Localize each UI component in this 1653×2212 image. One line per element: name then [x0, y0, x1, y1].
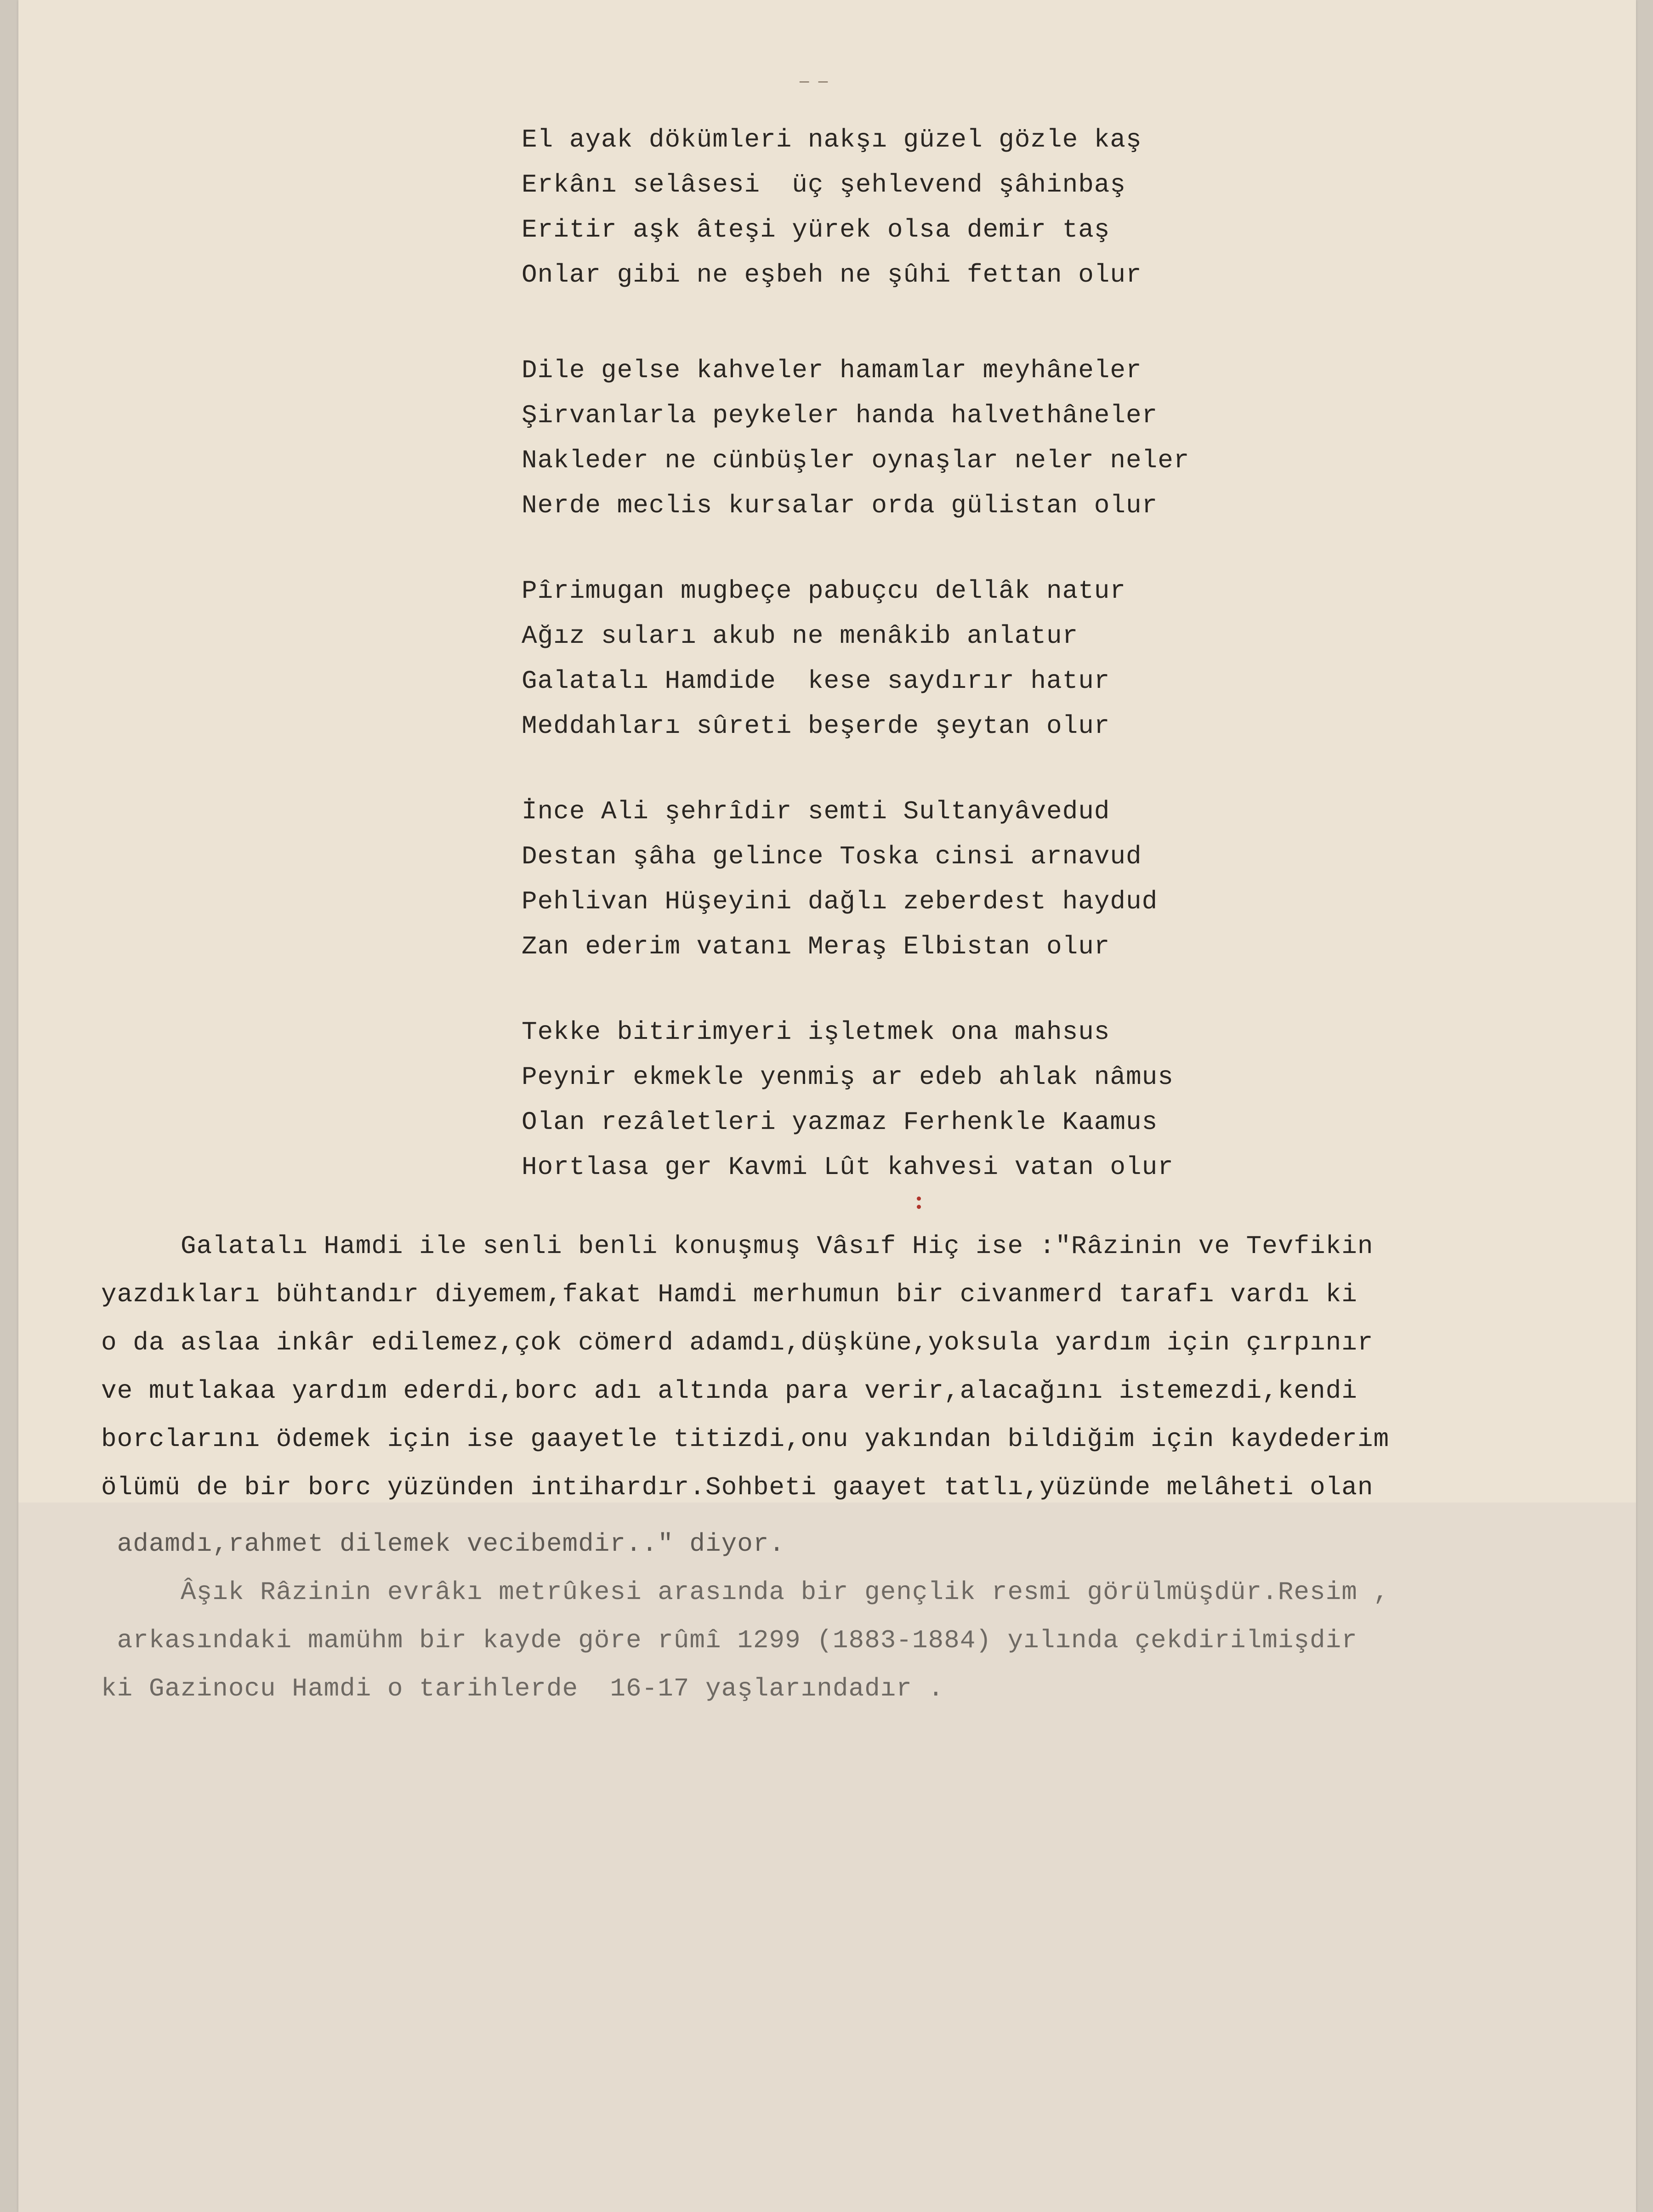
- verse-line: Destan şâha gelince Toska cinsi arnavud: [522, 842, 1142, 871]
- document-page: [18, 0, 1636, 2212]
- verse-line: Pehlivan Hüşeyini dağlı zeberdest haydud: [522, 887, 1158, 916]
- prose-line: ve mutlakaa yardım ederdi,borc adı altında para verir,alacağını istemezdi,kendi: [101, 1376, 1358, 1406]
- verse-line: Eritir aşk âteşi yürek olsa demir taş: [522, 215, 1110, 244]
- verse-line: Galatalı Hamdide kese saydırır hatur: [522, 666, 1110, 696]
- verse-line: Meddahları sûreti beşerde şeytan olur: [522, 711, 1110, 741]
- prose-line: ki Gazinocu Hamdi o tarihlerde 16-17 yaşlarındadır .: [101, 1674, 944, 1703]
- prose-line: ölümü de bir borc yüzünden intihardır.Sohbeti gaayet tatlı,yüzünde melâheti olan: [101, 1473, 1374, 1502]
- verse-line: Tekke bitirimyeri işletmek ona mahsus: [522, 1017, 1110, 1047]
- prose-line: o da aslaa inkâr edilemez,çok cömerd adamdı,düşküne,yoksula yardım için çırpınır: [101, 1328, 1374, 1357]
- stanza: [522, 117, 1441, 297]
- red-ink-mark: [917, 1195, 931, 1200]
- verse-line: Onlar gibi ne eşbeh ne şûhi fettan olur: [522, 260, 1142, 289]
- verse-line: El ayak dökümleri nakşı güzel gözle kaş: [522, 125, 1142, 154]
- verse-line: Nerde meclis kursalar orda gülistan olur: [522, 491, 1158, 520]
- prose-line: Âşık Râzinin evrâkı metrûkesi arasında bir gençlik resmi görülmüşdür.Resim ,: [101, 1577, 1390, 1607]
- stanza: [522, 348, 1441, 528]
- stanza: [522, 789, 1441, 969]
- verse-line: Ağız suları akub ne menâkib anlatur: [522, 621, 1079, 651]
- prose-line: borclarını ödemek için ise gaayetle titizdi,onu yakından bildiğim için kaydederim: [101, 1424, 1390, 1454]
- verse-line: İnce Ali şehrîdir semti Sultanyâvedud: [522, 797, 1110, 826]
- prose-line: Galatalı Hamdi ile senli benli konuşmuş Vâsıf Hiç ise :"Râzinin ve Tevfikin: [101, 1231, 1374, 1261]
- verse-line: Zan ederim vatanı Meraş Elbistan olur: [522, 932, 1110, 961]
- verse-line: Olan rezâletleri yazmaz Ferhenkle Kaamus: [522, 1107, 1158, 1137]
- verse-line: Hortlasa ger Kavmi Lût kahvesi vatan olur: [522, 1152, 1174, 1182]
- header-mark: — —: [800, 74, 828, 91]
- prose-line: adamdı,rahmet dilemek vecibemdir.." diyor.: [101, 1529, 785, 1559]
- verse-line: Peynir ekmekle yenmiş ar edeb ahlak nâmus: [522, 1062, 1174, 1092]
- prose-line: arkasındaki mamühm bir kayde göre rûmî 1299 (1883-1884) yılında çekdirilmişdir: [101, 1626, 1358, 1655]
- verse-line: Şirvanlarla peykeler handa halvethâneler: [522, 401, 1158, 430]
- prose-paragraphs: [101, 1222, 1618, 1713]
- verse-line: Dile gelse kahveler hamamlar meyhâneler: [522, 356, 1142, 385]
- stanza: [522, 1010, 1441, 1190]
- stanza: [522, 568, 1441, 749]
- verse-line: Erkânı selâsesi üç şehlevend şâhinbaş: [522, 170, 1126, 199]
- prose-line: yazdıkları bühtandır diyemem,fakat Hamdi merhumun bir civanmerd tarafı vardı ki: [101, 1280, 1358, 1309]
- verse-line: Pîrimugan mugbeçe pabuçcu dellâk natur: [522, 576, 1126, 606]
- verse-line: Nakleder ne cünbüşler oynaşlar neler neler: [522, 446, 1190, 475]
- poem: [522, 117, 1441, 1230]
